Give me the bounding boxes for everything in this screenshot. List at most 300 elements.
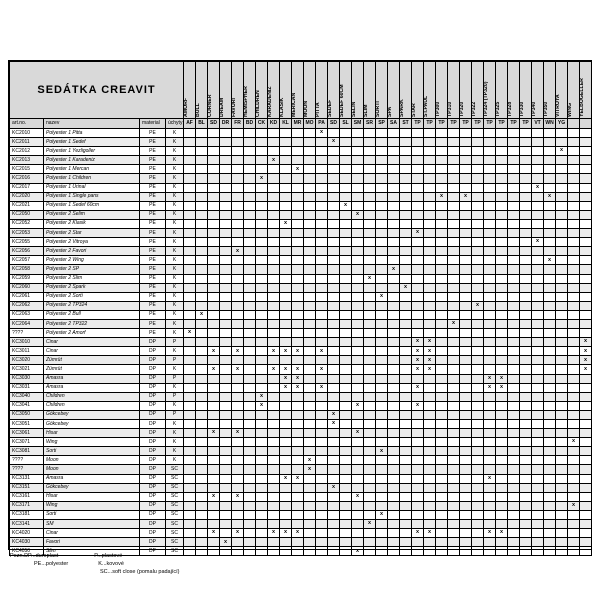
cell-material: DP bbox=[140, 538, 166, 547]
cell-mark bbox=[448, 365, 460, 374]
cell-mark bbox=[220, 201, 232, 210]
cell-material: PE bbox=[140, 283, 166, 292]
cell-grip: K bbox=[166, 174, 184, 183]
cell-mark bbox=[400, 147, 412, 156]
table-row[interactable] bbox=[10, 219, 592, 228]
cell-mark bbox=[184, 374, 196, 383]
table-row[interactable] bbox=[10, 501, 592, 510]
cell-mark: x bbox=[208, 529, 220, 538]
cell-mark bbox=[196, 401, 208, 410]
cell-mark bbox=[424, 174, 436, 183]
cell-mark bbox=[532, 274, 544, 283]
cell-mark: x bbox=[292, 165, 304, 174]
table-row[interactable] bbox=[10, 510, 592, 519]
note-2-text: ...polyester bbox=[41, 561, 69, 567]
cell-mark bbox=[304, 156, 316, 165]
table-row[interactable] bbox=[10, 165, 592, 174]
cell-mark bbox=[484, 310, 496, 319]
cell-mark bbox=[352, 156, 364, 165]
cell-artno: KC2059 bbox=[10, 274, 44, 283]
cell-mark bbox=[280, 165, 292, 174]
cell-mark bbox=[340, 138, 352, 147]
table-row[interactable] bbox=[10, 247, 592, 256]
cell-mark bbox=[520, 529, 532, 538]
cell-artno: KC3061 bbox=[10, 429, 44, 438]
cell-mark bbox=[376, 483, 388, 492]
table-row[interactable] bbox=[10, 310, 592, 319]
cell-grip: P bbox=[166, 338, 184, 347]
cell-mark bbox=[340, 420, 352, 429]
table-row[interactable] bbox=[10, 201, 592, 210]
cell-mark bbox=[532, 283, 544, 292]
cell-mark bbox=[460, 356, 472, 365]
cell-mark bbox=[472, 201, 484, 210]
cell-mark bbox=[316, 410, 328, 419]
cell-mark: x bbox=[292, 474, 304, 483]
cell-mark bbox=[508, 229, 520, 238]
table-row[interactable] bbox=[10, 329, 592, 338]
table-row[interactable] bbox=[10, 374, 592, 383]
table-row[interactable] bbox=[10, 256, 592, 265]
cell-mark: x bbox=[580, 365, 592, 374]
cell-mark bbox=[400, 429, 412, 438]
cell-artno: KC2060 bbox=[10, 283, 44, 292]
cell-mark bbox=[544, 520, 556, 529]
cell-mark bbox=[568, 201, 580, 210]
table-row[interactable] bbox=[10, 338, 592, 347]
cell-mark bbox=[244, 292, 256, 301]
cell-mark bbox=[400, 229, 412, 238]
table-row[interactable] bbox=[10, 492, 592, 501]
cell-mark: x bbox=[556, 147, 568, 156]
cell-mark bbox=[448, 510, 460, 519]
cell-mark bbox=[496, 247, 508, 256]
cell-mark bbox=[364, 501, 376, 510]
cell-mark bbox=[364, 283, 376, 292]
cell-mark bbox=[568, 338, 580, 347]
cell-mark bbox=[244, 138, 256, 147]
cell-mark bbox=[292, 338, 304, 347]
cell-mark bbox=[556, 465, 568, 474]
cell-mark bbox=[352, 338, 364, 347]
cell-name: Polyester 2 Klasik bbox=[44, 219, 140, 228]
cell-mark bbox=[340, 156, 352, 165]
cell-mark bbox=[244, 219, 256, 228]
table-row[interactable] bbox=[10, 392, 592, 401]
table-row[interactable] bbox=[10, 238, 592, 247]
cell-mark bbox=[544, 356, 556, 365]
table-row[interactable] bbox=[10, 447, 592, 456]
cell-mark bbox=[316, 183, 328, 192]
cell-mark bbox=[556, 510, 568, 519]
cell-mark bbox=[508, 492, 520, 501]
cell-mark bbox=[508, 401, 520, 410]
cell-mark bbox=[244, 147, 256, 156]
table-row[interactable] bbox=[10, 301, 592, 310]
cell-mark bbox=[376, 247, 388, 256]
cell-mark bbox=[532, 510, 544, 519]
cell-mark bbox=[316, 292, 328, 301]
cell-mark bbox=[208, 247, 220, 256]
cell-artno: KC3030 bbox=[10, 374, 44, 383]
cell-mark bbox=[436, 283, 448, 292]
cell-mark bbox=[340, 310, 352, 319]
cell-mark bbox=[220, 265, 232, 274]
subheader-abbrev-12: SD bbox=[328, 119, 340, 129]
table-row[interactable] bbox=[10, 520, 592, 529]
cell-mark bbox=[472, 392, 484, 401]
table-row[interactable] bbox=[10, 265, 592, 274]
column-header-label: SEDEF bbox=[327, 99, 334, 117]
cell-grip: K bbox=[166, 283, 184, 292]
cell-mark: x bbox=[400, 283, 412, 292]
cell-mark bbox=[448, 501, 460, 510]
cell-name: Sorti bbox=[44, 447, 140, 456]
cell-mark bbox=[388, 392, 400, 401]
cell-mark bbox=[460, 492, 472, 501]
cell-mark bbox=[280, 138, 292, 147]
cell-mark bbox=[580, 129, 592, 138]
cell-mark bbox=[256, 492, 268, 501]
cell-name: Wing bbox=[44, 501, 140, 510]
cell-mark bbox=[184, 301, 196, 310]
cell-grip: SC bbox=[166, 501, 184, 510]
table-row[interactable] bbox=[10, 420, 592, 429]
cell-mark bbox=[508, 510, 520, 519]
note-line-1 bbox=[8, 552, 592, 560]
table-row[interactable] bbox=[10, 292, 592, 301]
cell-mark bbox=[472, 483, 484, 492]
cell-artno: KC3020 bbox=[10, 356, 44, 365]
cell-mark bbox=[208, 374, 220, 383]
cell-mark bbox=[280, 329, 292, 338]
cell-mark bbox=[316, 301, 328, 310]
cell-mark: x bbox=[580, 347, 592, 356]
cell-mark bbox=[400, 238, 412, 247]
cell-mark bbox=[460, 438, 472, 447]
cell-mark bbox=[496, 292, 508, 301]
cell-mark bbox=[340, 529, 352, 538]
cell-mark bbox=[304, 410, 316, 419]
cell-mark bbox=[316, 438, 328, 447]
cell-mark bbox=[220, 374, 232, 383]
column-header-13 bbox=[340, 62, 352, 119]
cell-mark bbox=[460, 420, 472, 429]
cell-mark bbox=[268, 247, 280, 256]
cell-mark bbox=[268, 310, 280, 319]
cell-mark bbox=[196, 138, 208, 147]
cell-mark bbox=[556, 247, 568, 256]
cell-mark bbox=[292, 465, 304, 474]
cell-mark bbox=[376, 429, 388, 438]
cell-mark: x bbox=[424, 365, 436, 374]
cell-mark bbox=[460, 265, 472, 274]
cell-mark: x bbox=[448, 319, 460, 328]
cell-mark bbox=[184, 174, 196, 183]
cell-mark bbox=[556, 219, 568, 228]
cell-mark bbox=[328, 129, 340, 138]
cell-mark: x bbox=[532, 183, 544, 192]
cell-mark bbox=[472, 374, 484, 383]
cell-mark bbox=[436, 338, 448, 347]
table-row[interactable] bbox=[10, 174, 592, 183]
cell-mark bbox=[220, 219, 232, 228]
cell-mark bbox=[520, 374, 532, 383]
cell-mark bbox=[388, 310, 400, 319]
cell-mark: x bbox=[388, 265, 400, 274]
table-row[interactable] bbox=[10, 483, 592, 492]
cell-material: DP bbox=[140, 429, 166, 438]
column-header-28 bbox=[520, 62, 532, 119]
cell-mark bbox=[220, 465, 232, 474]
cell-mark bbox=[280, 501, 292, 510]
cell-mark bbox=[388, 238, 400, 247]
cell-mark bbox=[268, 192, 280, 201]
cell-mark bbox=[580, 420, 592, 429]
cell-mark bbox=[268, 492, 280, 501]
cell-mark bbox=[436, 401, 448, 410]
cell-mark bbox=[232, 174, 244, 183]
cell-mark bbox=[556, 347, 568, 356]
cell-mark bbox=[316, 401, 328, 410]
cell-mark bbox=[556, 183, 568, 192]
table-row[interactable] bbox=[10, 365, 592, 374]
cell-mark bbox=[520, 265, 532, 274]
table-row[interactable] bbox=[10, 319, 592, 328]
cell-material: DP bbox=[140, 447, 166, 456]
cell-mark bbox=[448, 165, 460, 174]
cell-mark bbox=[568, 383, 580, 392]
cell-mark bbox=[472, 283, 484, 292]
cell-mark bbox=[496, 192, 508, 201]
cell-mark bbox=[436, 183, 448, 192]
cell-mark bbox=[268, 229, 280, 238]
table-row[interactable] bbox=[10, 538, 592, 547]
table-row[interactable] bbox=[10, 229, 592, 238]
cell-mark bbox=[424, 138, 436, 147]
cell-mark bbox=[316, 283, 328, 292]
cell-material: PE bbox=[140, 301, 166, 310]
cell-mark bbox=[484, 401, 496, 410]
cell-mark bbox=[352, 420, 364, 429]
cell-mark bbox=[280, 392, 292, 401]
cell-mark bbox=[520, 447, 532, 456]
table-row[interactable] bbox=[10, 274, 592, 283]
column-header-label: TP300 bbox=[435, 101, 442, 117]
table-row[interactable] bbox=[10, 383, 592, 392]
cell-mark bbox=[508, 192, 520, 201]
cell-mark bbox=[532, 356, 544, 365]
table-row[interactable] bbox=[10, 529, 592, 538]
cell-mark bbox=[400, 310, 412, 319]
cell-mark bbox=[244, 492, 256, 501]
table-row[interactable] bbox=[10, 429, 592, 438]
cell-mark bbox=[520, 283, 532, 292]
cell-mark bbox=[472, 356, 484, 365]
cell-mark bbox=[196, 229, 208, 238]
cell-mark bbox=[388, 274, 400, 283]
cell-mark bbox=[448, 410, 460, 419]
table-row[interactable] bbox=[10, 347, 592, 356]
cell-name: Polyester 2 Star bbox=[44, 229, 140, 238]
cell-mark bbox=[328, 474, 340, 483]
cell-mark bbox=[472, 183, 484, 192]
table-row[interactable] bbox=[10, 129, 592, 138]
cell-mark bbox=[244, 247, 256, 256]
cell-mark bbox=[508, 429, 520, 438]
cell-mark bbox=[424, 310, 436, 319]
cell-mark: x bbox=[568, 501, 580, 510]
cell-mark bbox=[328, 274, 340, 283]
cell-mark bbox=[544, 374, 556, 383]
table-row[interactable] bbox=[10, 438, 592, 447]
cell-mark bbox=[556, 456, 568, 465]
cell-mark bbox=[352, 256, 364, 265]
cell-mark bbox=[316, 374, 328, 383]
cell-mark bbox=[532, 219, 544, 228]
cell-mark bbox=[496, 338, 508, 347]
cell-mark bbox=[328, 492, 340, 501]
cell-mark bbox=[292, 201, 304, 210]
cell-mark: x bbox=[280, 529, 292, 538]
cell-mark bbox=[388, 147, 400, 156]
cell-mark bbox=[424, 420, 436, 429]
cell-mark bbox=[568, 392, 580, 401]
cell-mark bbox=[544, 392, 556, 401]
cell-name: Polyester 2 Favori bbox=[44, 247, 140, 256]
cell-mark bbox=[472, 129, 484, 138]
column-header-21 bbox=[436, 62, 448, 119]
cell-mark bbox=[580, 456, 592, 465]
cell-mark bbox=[544, 183, 556, 192]
cell-mark bbox=[328, 183, 340, 192]
cell-mark bbox=[448, 383, 460, 392]
cell-mark bbox=[280, 492, 292, 501]
table-row[interactable] bbox=[10, 356, 592, 365]
cell-material: DP bbox=[140, 356, 166, 365]
cell-mark bbox=[220, 292, 232, 301]
cell-artno: KC3031 bbox=[10, 383, 44, 392]
cell-mark bbox=[184, 538, 196, 547]
cell-mark bbox=[496, 138, 508, 147]
column-header-label: MOON bbox=[303, 100, 310, 117]
cell-mark bbox=[256, 238, 268, 247]
cell-mark bbox=[460, 501, 472, 510]
cell-mark bbox=[340, 283, 352, 292]
cell-mark bbox=[304, 283, 316, 292]
cell-mark bbox=[508, 383, 520, 392]
table-row[interactable] bbox=[10, 183, 592, 192]
cell-mark bbox=[436, 247, 448, 256]
cell-mark bbox=[304, 392, 316, 401]
cell-mark bbox=[508, 529, 520, 538]
cell-grip: K bbox=[166, 429, 184, 438]
column-header-label: TP310 bbox=[447, 101, 454, 117]
cell-mark bbox=[580, 501, 592, 510]
cell-mark bbox=[400, 410, 412, 419]
cell-mark bbox=[580, 265, 592, 274]
table-row[interactable] bbox=[10, 210, 592, 219]
cell-mark bbox=[196, 392, 208, 401]
cell-mark bbox=[568, 529, 580, 538]
table-row[interactable] bbox=[10, 156, 592, 165]
cell-mark bbox=[412, 492, 424, 501]
cell-mark bbox=[400, 520, 412, 529]
cell-mark bbox=[328, 347, 340, 356]
table-row[interactable] bbox=[10, 283, 592, 292]
cell-mark bbox=[448, 392, 460, 401]
cell-mark bbox=[244, 192, 256, 201]
cell-mark bbox=[544, 529, 556, 538]
cell-mark bbox=[244, 429, 256, 438]
cell-mark bbox=[292, 410, 304, 419]
cell-mark bbox=[496, 174, 508, 183]
cell-mark bbox=[340, 538, 352, 547]
cell-mark bbox=[568, 356, 580, 365]
cell-artno: KC3071 bbox=[10, 438, 44, 447]
cell-mark bbox=[196, 429, 208, 438]
cell-mark bbox=[328, 147, 340, 156]
cell-mark bbox=[520, 210, 532, 219]
cell-mark bbox=[280, 156, 292, 165]
cell-mark bbox=[400, 510, 412, 519]
cell-mark bbox=[352, 456, 364, 465]
cell-mark bbox=[244, 129, 256, 138]
cell-mark bbox=[208, 501, 220, 510]
column-header-label: KLASIK bbox=[279, 97, 286, 117]
cell-mark bbox=[424, 301, 436, 310]
table-row[interactable] bbox=[10, 138, 592, 147]
cell-mark bbox=[520, 292, 532, 301]
cell-mark bbox=[196, 256, 208, 265]
cell-mark bbox=[268, 447, 280, 456]
cell-mark bbox=[580, 174, 592, 183]
cell-mark bbox=[400, 501, 412, 510]
column-header-19 bbox=[412, 62, 424, 119]
table-row[interactable] bbox=[10, 410, 592, 419]
cell-mark bbox=[508, 174, 520, 183]
cell-mark bbox=[460, 410, 472, 419]
column-header-1 bbox=[196, 62, 208, 119]
cell-mark bbox=[580, 520, 592, 529]
cell-mark bbox=[496, 392, 508, 401]
table-row[interactable] bbox=[10, 192, 592, 201]
cell-mark bbox=[532, 483, 544, 492]
cell-mark bbox=[412, 301, 424, 310]
cell-mark bbox=[460, 138, 472, 147]
cell-mark bbox=[544, 338, 556, 347]
cell-mark bbox=[340, 474, 352, 483]
cell-mark bbox=[484, 219, 496, 228]
table-row[interactable] bbox=[10, 401, 592, 410]
cell-name: Polyester 1 Karadeniz bbox=[44, 156, 140, 165]
cell-material: PE bbox=[140, 229, 166, 238]
table-row[interactable] bbox=[10, 474, 592, 483]
cell-mark bbox=[196, 147, 208, 156]
cell-mark bbox=[196, 292, 208, 301]
cell-mark bbox=[196, 319, 208, 328]
cell-mark bbox=[304, 356, 316, 365]
cell-mark bbox=[328, 401, 340, 410]
table-row[interactable] bbox=[10, 456, 592, 465]
table-row[interactable] bbox=[10, 465, 592, 474]
cell-mark bbox=[220, 192, 232, 201]
cell-mark bbox=[556, 165, 568, 174]
cell-mark bbox=[196, 156, 208, 165]
cell-mark bbox=[472, 292, 484, 301]
cell-mark bbox=[568, 365, 580, 374]
table-row[interactable] bbox=[10, 147, 592, 156]
